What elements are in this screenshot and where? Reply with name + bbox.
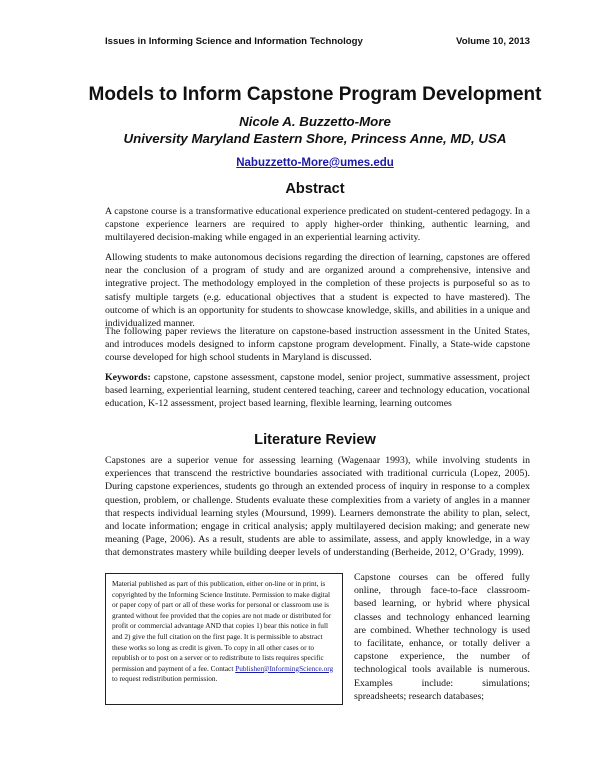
abstract-heading: Abstract [285, 181, 345, 197]
keywords-text: capstone, capstone assessment, capstone model, senior project, summative assessment, project based learning, experiential learning, student centered teaching, career and technology education, vocational education, K-12 assessment, project based learning, flexible learning, learning outcomes [105, 372, 530, 410]
publisher-email-link[interactable]: Publisher@InformingScience.org [235, 663, 334, 673]
abstract-paragraph-2: Allowing students to make autonomous decisions regarding the direction of learning, capstones are offered near the conclusion of a program of study and are organized around a comprehensive, intensive and integrative project. The methodology employed in the completion of these projects is purposeful so as to satisfy multiple targets (e.g. educational objectives that a student is expected to have mastered). The outcome of which is an opportunity for students to showcase knowledge, skills, and abilities in a unique and individualized manner. [105, 252, 530, 330]
author-email-link[interactable]: Nabuzzetto-More@umes.edu [236, 157, 394, 169]
author-name: Nicole A. Buzzetto-More [239, 114, 391, 129]
volume-info: Volume 10, 2013 [456, 36, 530, 47]
abstract-paragraph-1: A capstone course is a transformative educational experience predicated on student-centered pedagogy. In a capstone experience learners are required to apply higher-order thinking, authentic learning, and multilayered decision-making while engaged in an experiential learning activity. [105, 206, 530, 244]
copyright-text: Material published as part of this publication, either on-line or in print, is copyrighted by the Informing Science Institute. Permission to make digital or paper copy of part or all of these works for personal or classroom use is granted without fee provided that the copies are not made or distributed for profit or commercial advantage AND that copies 1) bear this notice in full and 2) give the full citation on the first page. It is permissible to abstract these works so long as credit is given. To copy in all other cases or to republish or to post on a server or to redistribute to lists requires specific permission and payment of a fee. Contact [112, 579, 332, 673]
paper-title: Models to Inform Capstone Program Development [88, 84, 542, 105]
running-header [105, 36, 530, 50]
keywords-label: Keywords: [105, 372, 151, 383]
literature-review-heading: Literature Review [254, 432, 376, 448]
author-affiliation: University Maryland Eastern Shore, Princess Anne, MD, USA [123, 131, 507, 146]
copyright-notice [105, 573, 343, 705]
journal-name: Issues in Informing Science and Information Technology [105, 36, 363, 47]
keywords [105, 371, 530, 411]
copyright-text-end: to request redistribution permission. [112, 674, 218, 684]
abstract-paragraph-3: The following paper reviews the literature on capstone-based instruction assessment in the United States, and introduces models designed to inform capstone program development. Finally, a State-wide capstone course developed for high school students in Maryland is discussed. [105, 326, 530, 364]
literature-review-paragraph-1: Capstones are a superior venue for assessing learning (Wagenaar 1993), while involving students in experiences that transcend the restrictive boundaries associated with traditional curricula (Lopez, 2005). During capstone experiences, students go through an extended process of inquiry in response to a complex question, problem, or challenge. Students evaluate these complexities from a variety of angles in a manner that respects individual learning styles (Moursund, 1999). Learners demonstrate the ability to plan, select, and locate information; engage in critical analysis; apply multilayered decision making; and generate new meaning (Page, 2006). As a result, students are able to assimilate, assess, and apply knowledge, in a way that demonstrates mastery while building deeper levels of understanding (Berheide, 2012, O’Grady, 1999). [105, 455, 530, 559]
literature-review-paragraph-2: Capstone courses can be offered fully online, through face-to-face classroom-based learning, or hybrid where physical classes and technology enhanced learning are combined. Whether technology is used to facilitate, enhance, or totally deliver a capstone experience, the number of technological tools available is numerous. Examples include: simulations; spreadsheets; research databases; [354, 572, 530, 702]
